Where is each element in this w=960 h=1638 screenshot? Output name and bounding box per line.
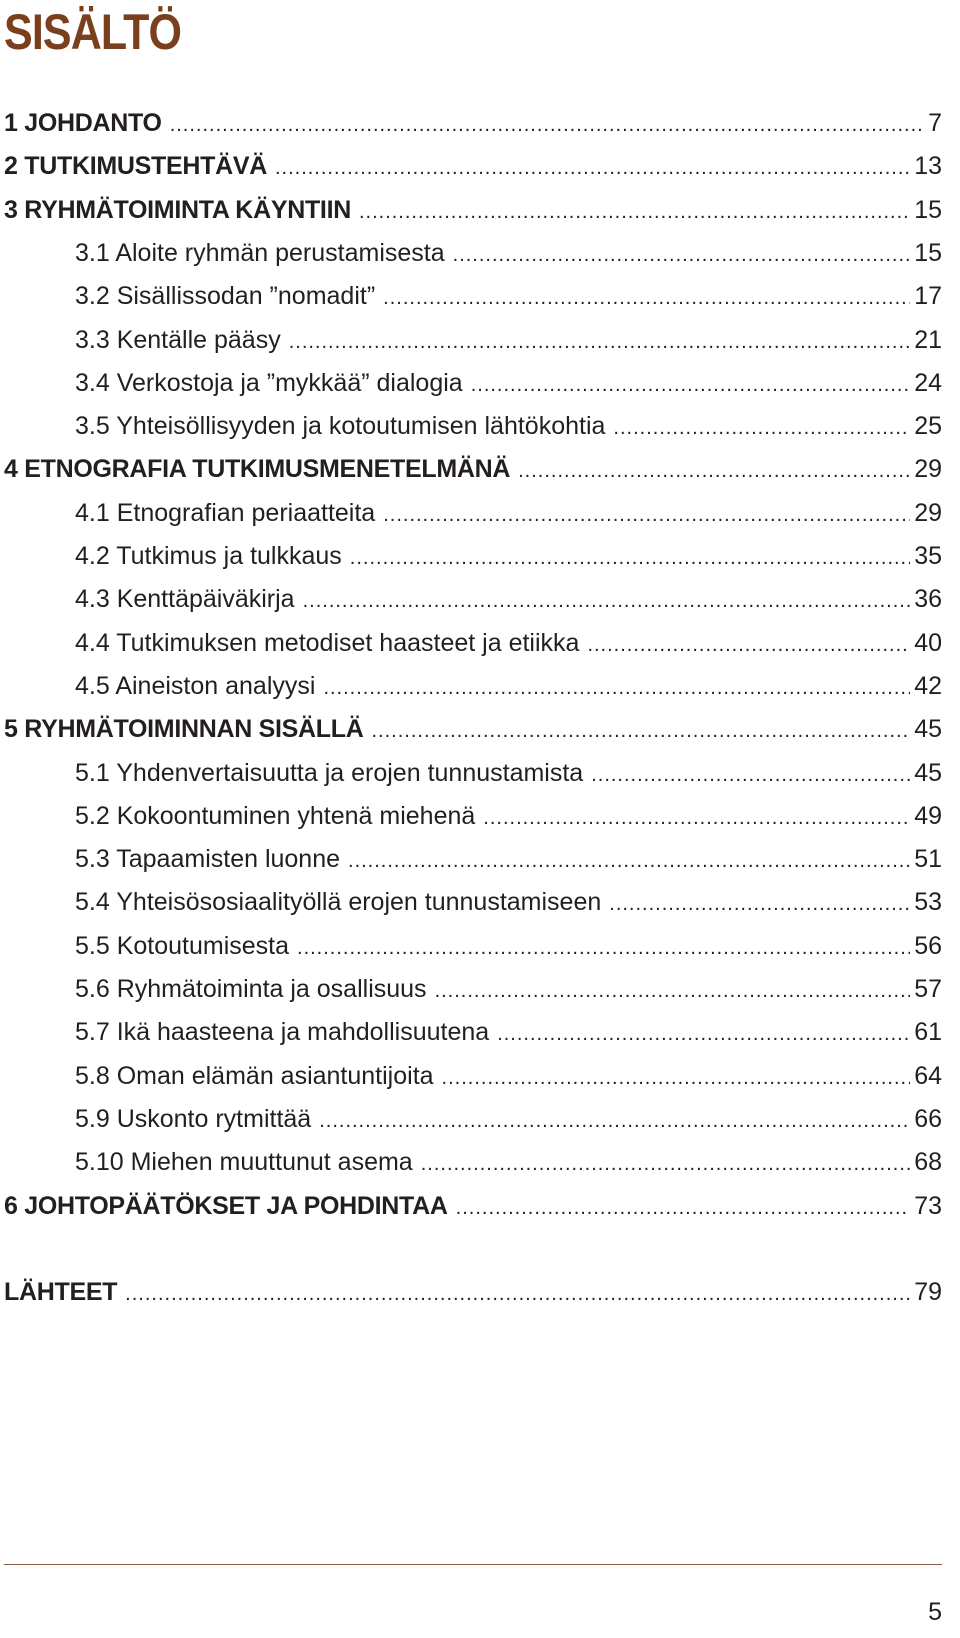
dot-leader (289, 322, 910, 362)
toc-entry[interactable] (75, 1099, 942, 1139)
toc-entry-title: 5.10 Miehen muuttunut asema (75, 1148, 413, 1176)
toc-entry-page: 57 (914, 975, 942, 1003)
page-title: SISÄLTÖ (4, 4, 182, 60)
toc-entry[interactable] (4, 1186, 942, 1226)
toc-entry-page: 49 (914, 802, 942, 830)
toc-entry[interactable] (75, 320, 942, 360)
toc-entry-page: 13 (914, 152, 942, 180)
toc-entry[interactable] (4, 1272, 942, 1312)
toc-entry-title: 5.9 Uskonto rytmittää (75, 1105, 312, 1133)
dot-leader (125, 1274, 910, 1314)
toc-entry[interactable] (75, 276, 942, 316)
toc-entry-page: 15 (914, 239, 942, 267)
toc-entry-title: LÄHTEET (4, 1278, 118, 1306)
toc-entry-page: 21 (914, 326, 942, 354)
toc-entry-title: 3.1 Aloite ryhmän perustamisesta (75, 239, 445, 267)
toc-entry-title: 5.5 Kotoutumisesta (75, 932, 290, 960)
toc-entry-page: 25 (914, 412, 942, 440)
toc-entry-page: 56 (914, 932, 942, 960)
toc-entry[interactable] (4, 709, 942, 749)
toc-entry-title: 5.1 Yhdenvertaisuutta ja erojen tunnustamista (75, 759, 584, 787)
toc-entry[interactable] (75, 926, 942, 966)
toc-entry-page: 15 (914, 196, 942, 224)
toc-entry[interactable] (75, 666, 942, 706)
toc-entry-page: 40 (914, 629, 942, 657)
toc-entry-page: 36 (914, 585, 942, 613)
toc-entry-title: 4.1 Etnografian periaatteita (75, 499, 376, 527)
dot-leader (383, 278, 910, 318)
dot-leader (497, 1014, 910, 1054)
toc-entry[interactable] (4, 449, 942, 489)
toc-entry[interactable] (75, 579, 942, 619)
toc-entry-page: 45 (914, 715, 942, 743)
toc-entry[interactable] (75, 796, 942, 836)
toc-entry-title: 5.8 Oman elämän asiantuntijoita (75, 1062, 434, 1090)
toc-entry-title: 5.2 Kokoontuminen yhtenä miehenä (75, 802, 476, 830)
dot-leader (275, 148, 910, 188)
toc-entry[interactable] (75, 536, 942, 576)
toc-entry[interactable] (75, 1056, 942, 1096)
dot-leader (319, 1101, 910, 1141)
toc-entry[interactable] (75, 493, 942, 533)
toc-entry-title: 4 ETNOGRAFIA TUTKIMUSMENETELMÄNÄ (4, 455, 511, 483)
dot-leader (518, 451, 910, 491)
toc-entry-title: 4.3 Kenttäpäiväkirja (75, 585, 295, 613)
toc-entry-page: 45 (914, 759, 942, 787)
dot-leader (453, 235, 911, 275)
toc-entry-page: 64 (914, 1062, 942, 1090)
toc-entry-page: 51 (914, 845, 942, 873)
toc-entry-page: 53 (914, 888, 942, 916)
toc-entry[interactable] (4, 146, 942, 186)
dot-leader (359, 192, 910, 232)
toc-entry[interactable] (75, 406, 942, 446)
toc-entry-page: 66 (914, 1105, 942, 1133)
dot-leader (456, 1188, 911, 1228)
toc-entry[interactable] (75, 969, 942, 1009)
toc-entry-title: 5.7 Ikä haasteena ja mahdollisuutena (75, 1018, 490, 1046)
toc-entry-title: 2 TUTKIMUSTEHTÄVÄ (4, 152, 267, 180)
dot-leader (613, 408, 910, 448)
dot-leader (323, 668, 910, 708)
dot-leader (471, 365, 910, 405)
toc-entry-title: 3.2 Sisällissodan ”nomadit” (75, 282, 376, 310)
dot-leader (421, 1144, 910, 1184)
toc-entry-title: 3.3 Kentälle pääsy (75, 326, 281, 354)
dot-leader (297, 928, 910, 968)
dot-leader (371, 711, 910, 751)
toc-entry-title: 3.4 Verkostoja ja ”mykkää” dialogia (75, 369, 463, 397)
toc-entry-page: 61 (914, 1018, 942, 1046)
toc-entry[interactable] (75, 1012, 942, 1052)
toc-entry-title: 4.5 Aineiston analyysi (75, 672, 316, 700)
toc-entry-title: 5.6 Ryhmätoiminta ja osallisuus (75, 975, 427, 1003)
toc-entry[interactable] (75, 839, 942, 879)
toc-entry-title: 1 JOHDANTO (4, 109, 162, 137)
dot-leader (587, 625, 910, 665)
dot-leader (442, 1058, 911, 1098)
dot-leader (609, 884, 910, 924)
toc-entry-page: 35 (914, 542, 942, 570)
toc-entry[interactable] (75, 623, 942, 663)
toc-entry-title: 5.3 Tapaamisten luonne (75, 845, 341, 873)
toc-entry-page: 29 (914, 455, 942, 483)
toc-entry-page: 42 (914, 672, 942, 700)
toc-entry-title: 4.2 Tutkimus ja tulkkaus (75, 542, 342, 570)
toc-entry[interactable] (4, 190, 942, 230)
toc-entry-title: 3 RYHMÄTOIMINTA KÄYNTIIN (4, 196, 351, 224)
toc-entry-page: 79 (914, 1278, 942, 1306)
toc-entry-title: 5.4 Yhteisösosiaalityöllä erojen tunnustamiseen (75, 888, 602, 916)
toc-entry-page: 68 (914, 1148, 942, 1176)
toc-entry-title: 6 JOHTOPÄÄTÖKSET JA POHDINTAA (4, 1192, 448, 1220)
toc-entry[interactable] (75, 233, 942, 273)
toc-entry-page: 29 (914, 499, 942, 527)
toc-entry-page: 73 (914, 1192, 942, 1220)
toc-entry[interactable] (75, 882, 942, 922)
toc-entry[interactable] (75, 753, 942, 793)
toc-entry-page: 17 (914, 282, 942, 310)
toc-entry[interactable] (75, 1142, 942, 1182)
dot-leader (435, 971, 911, 1011)
page-number: 5 (928, 1598, 942, 1626)
toc-entry[interactable] (4, 103, 942, 143)
dot-leader (483, 798, 910, 838)
dot-leader (348, 841, 910, 881)
toc-entry-title: 4.4 Tutkimuksen metodiset haasteet ja etiikka (75, 629, 580, 657)
footer-divider (4, 1564, 942, 1565)
dot-leader (170, 105, 924, 145)
dot-leader (303, 581, 911, 621)
toc-entry-page: 24 (914, 369, 942, 397)
toc-entry-title: 3.5 Yhteisöllisyyden ja kotoutumisen lähtökohtia (75, 412, 606, 440)
toc-entry-page: 7 (928, 109, 942, 137)
dot-leader (591, 755, 910, 795)
dot-leader (383, 495, 910, 535)
dot-leader (350, 538, 910, 578)
toc-entry-title: 5 RYHMÄTOIMINNAN SISÄLLÄ (4, 715, 364, 743)
toc-entry[interactable] (75, 363, 942, 403)
